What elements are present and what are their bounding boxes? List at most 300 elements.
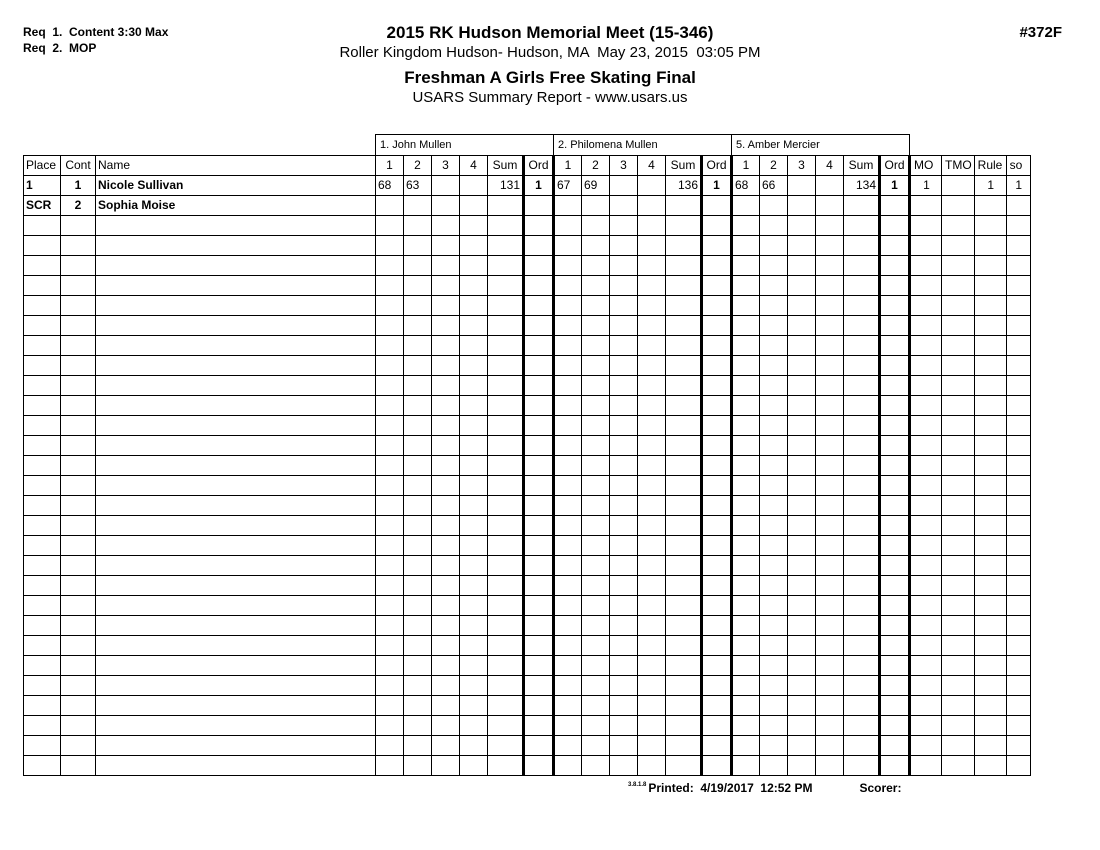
cell-score — [788, 255, 816, 275]
cell-sum — [488, 675, 524, 695]
cell-score — [788, 755, 816, 775]
cell-ord — [524, 315, 554, 335]
cell-score — [582, 335, 610, 355]
cell-score — [816, 255, 844, 275]
cell-extra — [974, 515, 1006, 535]
col-header-24: so — [1006, 155, 1030, 175]
cell-score — [638, 395, 666, 415]
cell-score: 68 — [376, 175, 404, 195]
cell-extra — [1006, 535, 1030, 555]
cell-place — [24, 375, 61, 395]
cell-sum — [844, 715, 880, 735]
cell-score — [404, 615, 432, 635]
cell-score — [404, 495, 432, 515]
cell-place — [24, 655, 61, 675]
cell-sum — [488, 275, 524, 295]
cell-score — [460, 635, 488, 655]
cell-cont — [61, 495, 96, 515]
cell-ord — [524, 715, 554, 735]
cell-score — [732, 635, 760, 655]
cell-ord — [524, 735, 554, 755]
cell-score — [376, 555, 404, 575]
cell-cont — [61, 275, 96, 295]
cell-place — [24, 335, 61, 355]
cell-score — [638, 435, 666, 455]
cell-score — [732, 215, 760, 235]
cell-score — [376, 215, 404, 235]
cell-score — [610, 615, 638, 635]
cell-ord — [880, 455, 910, 475]
cell-extra — [974, 475, 1006, 495]
cell-score — [554, 635, 582, 655]
cell-score — [460, 295, 488, 315]
cell-ord — [524, 355, 554, 375]
cell-score — [760, 635, 788, 655]
cell-score — [432, 595, 460, 615]
cell-score — [404, 275, 432, 295]
cell-sum — [844, 535, 880, 555]
cell-name — [96, 655, 376, 675]
cell-ord — [880, 595, 910, 615]
cell-score — [638, 415, 666, 435]
cell-name — [96, 695, 376, 715]
cell-score — [816, 235, 844, 255]
cell-score: 69 — [582, 175, 610, 195]
empty-row — [24, 535, 1031, 555]
cell-extra — [1006, 195, 1030, 215]
cell-extra — [1006, 495, 1030, 515]
cell-sum — [666, 195, 702, 215]
cell-sum — [844, 195, 880, 215]
empty-row — [24, 675, 1031, 695]
cell-score — [816, 555, 844, 575]
cell-score — [432, 655, 460, 675]
cell-score — [404, 535, 432, 555]
cell-score — [638, 655, 666, 675]
cell-cont — [61, 575, 96, 595]
cell-score — [788, 735, 816, 755]
cell-score — [816, 515, 844, 535]
cell-sum — [488, 195, 524, 215]
cell-sum — [844, 355, 880, 375]
cell-score — [554, 535, 582, 555]
venue-date-line: Roller Kingdom Hudson- Hudson, MA May 23, 2015 03:05 PM — [339, 44, 761, 62]
cell-extra — [942, 515, 975, 535]
cell-place — [24, 555, 61, 575]
cell-score — [638, 195, 666, 215]
cell-score — [460, 555, 488, 575]
cell-score — [404, 195, 432, 215]
cell-score — [376, 455, 404, 475]
cell-ord — [524, 615, 554, 635]
cell-score — [610, 175, 638, 195]
cell-sum — [844, 435, 880, 455]
cell-score — [376, 235, 404, 255]
cell-place — [24, 575, 61, 595]
cell-score — [788, 395, 816, 415]
cell-score — [788, 475, 816, 495]
cell-score — [610, 635, 638, 655]
cell-ord — [702, 515, 732, 535]
cell-sum — [666, 535, 702, 555]
cell-score — [732, 595, 760, 615]
cell-score — [760, 215, 788, 235]
cell-extra — [942, 475, 975, 495]
col-header-17: 3 — [788, 155, 816, 175]
cell-extra — [974, 635, 1006, 655]
cell-score — [638, 295, 666, 315]
cell-score — [582, 315, 610, 335]
cell-place: 1 — [24, 175, 61, 195]
cell-score — [554, 515, 582, 535]
cell-sum — [666, 655, 702, 675]
cell-sum — [666, 455, 702, 475]
cell-score — [432, 715, 460, 735]
cell-score — [732, 475, 760, 495]
col-header-10: 2 — [582, 155, 610, 175]
cell-sum — [844, 475, 880, 495]
cell-score — [582, 435, 610, 455]
cell-score — [732, 315, 760, 335]
cell-sum — [666, 555, 702, 575]
cell-score — [582, 515, 610, 535]
cell-score — [432, 755, 460, 775]
cell-cont — [61, 695, 96, 715]
cell-extra — [942, 175, 975, 195]
cell-sum — [488, 575, 524, 595]
cell-score — [760, 495, 788, 515]
cell-score — [582, 195, 610, 215]
cell-score — [554, 415, 582, 435]
col-header-7: Sum — [488, 155, 524, 175]
cell-score — [376, 435, 404, 455]
cell-score — [460, 375, 488, 395]
cell-sum — [666, 275, 702, 295]
cell-ord — [524, 495, 554, 515]
cell-ord — [524, 675, 554, 695]
cell-sum — [666, 635, 702, 655]
cell-score — [376, 275, 404, 295]
cell-score — [610, 415, 638, 435]
cell-score — [582, 295, 610, 315]
cell-score — [460, 495, 488, 515]
cell-score — [732, 555, 760, 575]
cell-sum — [844, 655, 880, 675]
cell-cont: 1 — [61, 175, 96, 195]
cell-score — [432, 635, 460, 655]
cell-name — [96, 335, 376, 355]
cell-extra — [942, 235, 975, 255]
cell-place — [24, 355, 61, 375]
cell-score — [638, 515, 666, 535]
cell-score — [404, 555, 432, 575]
cell-extra — [1006, 675, 1030, 695]
cell-ord — [880, 575, 910, 595]
col-header-1: Cont — [61, 155, 96, 175]
cell-score — [760, 195, 788, 215]
cell-score — [460, 175, 488, 195]
cell-score — [816, 735, 844, 755]
cell-place — [24, 535, 61, 555]
cell-score — [404, 395, 432, 415]
cell-ord — [524, 475, 554, 495]
empty-row — [24, 415, 1031, 435]
empty-row — [24, 555, 1031, 575]
cell-score — [582, 235, 610, 255]
cell-score — [638, 615, 666, 635]
cell-extra — [910, 615, 942, 635]
cell-ord — [702, 295, 732, 315]
cell-name — [96, 595, 376, 615]
cell-extra — [910, 435, 942, 455]
cell-ord — [524, 255, 554, 275]
cell-sum — [488, 235, 524, 255]
cell-score — [376, 295, 404, 315]
cell-score — [732, 495, 760, 515]
cell-score — [638, 675, 666, 695]
cell-sum — [844, 635, 880, 655]
cell-score — [732, 395, 760, 415]
cell-score: 67 — [554, 175, 582, 195]
cell-score — [432, 575, 460, 595]
cell-score — [816, 435, 844, 455]
cell-extra — [942, 335, 975, 355]
empty-row — [24, 495, 1031, 515]
cell-score — [816, 615, 844, 635]
cell-score — [638, 215, 666, 235]
cell-score — [732, 575, 760, 595]
cell-extra — [910, 395, 942, 415]
cell-score — [732, 455, 760, 475]
col-header-19: Sum — [844, 155, 880, 175]
cell-sum — [666, 755, 702, 775]
cell-score — [554, 315, 582, 335]
cell-score — [582, 355, 610, 375]
cell-ord — [702, 195, 732, 215]
cell-score — [404, 675, 432, 695]
cell-score — [732, 655, 760, 675]
cell-score — [610, 435, 638, 455]
cell-extra — [974, 375, 1006, 395]
cell-score — [432, 675, 460, 695]
cell-ord — [702, 755, 732, 775]
cell-extra — [1006, 295, 1030, 315]
cell-score — [404, 215, 432, 235]
cell-score — [788, 335, 816, 355]
cell-place — [24, 315, 61, 335]
cell-cont — [61, 595, 96, 615]
cell-score — [460, 235, 488, 255]
cell-ord — [702, 555, 732, 575]
cell-sum — [844, 555, 880, 575]
cell-name — [96, 675, 376, 695]
cell-score — [760, 675, 788, 695]
cell-ord — [880, 515, 910, 535]
cell-score — [554, 215, 582, 235]
cell-extra — [1006, 335, 1030, 355]
cell-cont — [61, 755, 96, 775]
cell-sum — [666, 615, 702, 635]
cell-ord — [524, 555, 554, 575]
cell-sum — [666, 315, 702, 335]
cell-score — [582, 455, 610, 475]
footer — [628, 781, 901, 795]
cell-sum: 136 — [666, 175, 702, 195]
cell-cont — [61, 235, 96, 255]
cell-score — [432, 435, 460, 455]
cell-extra — [1006, 215, 1030, 235]
cell-ord — [880, 475, 910, 495]
cell-ord — [880, 215, 910, 235]
col-header-14: Ord — [702, 155, 732, 175]
cell-score — [760, 715, 788, 735]
cell-score — [404, 315, 432, 335]
cell-extra — [974, 435, 1006, 455]
cell-score — [610, 315, 638, 335]
cell-extra — [910, 495, 942, 515]
cell-ord — [702, 235, 732, 255]
cell-score — [760, 335, 788, 355]
cell-extra — [910, 575, 942, 595]
cell-ord — [702, 535, 732, 555]
cell-name — [96, 515, 376, 535]
cell-score — [582, 395, 610, 415]
cell-score — [816, 675, 844, 695]
cell-extra — [1006, 635, 1030, 655]
cell-score — [610, 235, 638, 255]
event-number: #372F — [1019, 24, 1062, 41]
empty-row — [24, 295, 1031, 315]
meet-title: 2015 RK Hudson Memorial Meet (15-346) — [386, 23, 714, 42]
cell-score — [732, 535, 760, 555]
cell-extra — [910, 695, 942, 715]
cell-score — [816, 395, 844, 415]
cell-extra — [974, 415, 1006, 435]
cell-score — [376, 595, 404, 615]
cell-score — [554, 375, 582, 395]
cell-name — [96, 255, 376, 275]
cell-cont — [61, 535, 96, 555]
cell-place — [24, 615, 61, 635]
col-header-9: 1 — [554, 155, 582, 175]
cell-extra — [974, 355, 1006, 375]
cell-ord — [702, 655, 732, 675]
cell-score — [582, 715, 610, 735]
empty-row — [24, 335, 1031, 355]
cell-score — [404, 295, 432, 315]
cell-score — [554, 335, 582, 355]
cell-cont — [61, 415, 96, 435]
cell-score — [404, 235, 432, 255]
cell-score — [788, 215, 816, 235]
cell-score — [610, 755, 638, 775]
cell-place — [24, 395, 61, 415]
cell-extra — [1006, 475, 1030, 495]
col-header-0: Place — [24, 155, 61, 175]
empty-row — [24, 355, 1031, 375]
cell-score — [554, 195, 582, 215]
cell-place: SCR — [24, 195, 61, 215]
cell-score — [732, 615, 760, 635]
cell-ord — [702, 435, 732, 455]
cell-score — [582, 555, 610, 575]
cell-name — [96, 415, 376, 435]
col-header-11: 3 — [610, 155, 638, 175]
cell-extra — [1006, 755, 1030, 775]
cell-score — [610, 455, 638, 475]
cell-sum — [488, 435, 524, 455]
cell-name — [96, 375, 376, 395]
cell-cont — [61, 375, 96, 395]
cell-ord — [880, 715, 910, 735]
cell-score: 63 — [404, 175, 432, 195]
cell-extra — [910, 715, 942, 735]
cell-score — [460, 335, 488, 355]
cell-place — [24, 515, 61, 535]
cell-sum — [666, 515, 702, 535]
cell-sum — [844, 695, 880, 715]
cell-sum — [488, 295, 524, 315]
cell-extra — [910, 475, 942, 495]
cell-score — [610, 515, 638, 535]
cell-ord — [702, 355, 732, 375]
cell-sum — [488, 395, 524, 415]
cell-extra — [942, 455, 975, 475]
cell-ord — [702, 455, 732, 475]
cell-sum — [844, 235, 880, 255]
cell-score — [788, 375, 816, 395]
cell-extra — [1006, 615, 1030, 635]
cell-sum — [666, 675, 702, 695]
cell-score — [432, 615, 460, 635]
cell-score — [404, 755, 432, 775]
cell-ord — [880, 375, 910, 395]
cell-score — [582, 755, 610, 775]
cell-score — [638, 755, 666, 775]
cell-cont — [61, 315, 96, 335]
cell-ord — [524, 535, 554, 555]
cell-sum — [666, 295, 702, 315]
cell-score — [404, 455, 432, 475]
cell-place — [24, 455, 61, 475]
cell-ord — [702, 375, 732, 395]
judge-name-1: 1. John Mullen — [376, 134, 554, 155]
cell-score — [554, 475, 582, 495]
cell-score — [760, 595, 788, 615]
cell-score — [582, 675, 610, 695]
cell-extra — [1006, 355, 1030, 375]
cell-ord — [524, 275, 554, 295]
cell-score — [610, 575, 638, 595]
cell-extra — [1006, 595, 1030, 615]
cell-sum — [488, 475, 524, 495]
cell-ord — [880, 395, 910, 415]
cell-score — [432, 735, 460, 755]
cell-score — [816, 335, 844, 355]
column-header-row — [24, 155, 1031, 175]
cell-score — [432, 375, 460, 395]
cell-ord — [702, 415, 732, 435]
cell-ord — [880, 195, 910, 215]
cell-extra — [910, 415, 942, 435]
cell-score — [554, 575, 582, 595]
cell-name — [96, 555, 376, 575]
cell-score — [732, 515, 760, 535]
cell-extra — [942, 615, 975, 635]
cell-extra — [910, 635, 942, 655]
cell-score — [788, 575, 816, 595]
cell-ord — [880, 295, 910, 315]
